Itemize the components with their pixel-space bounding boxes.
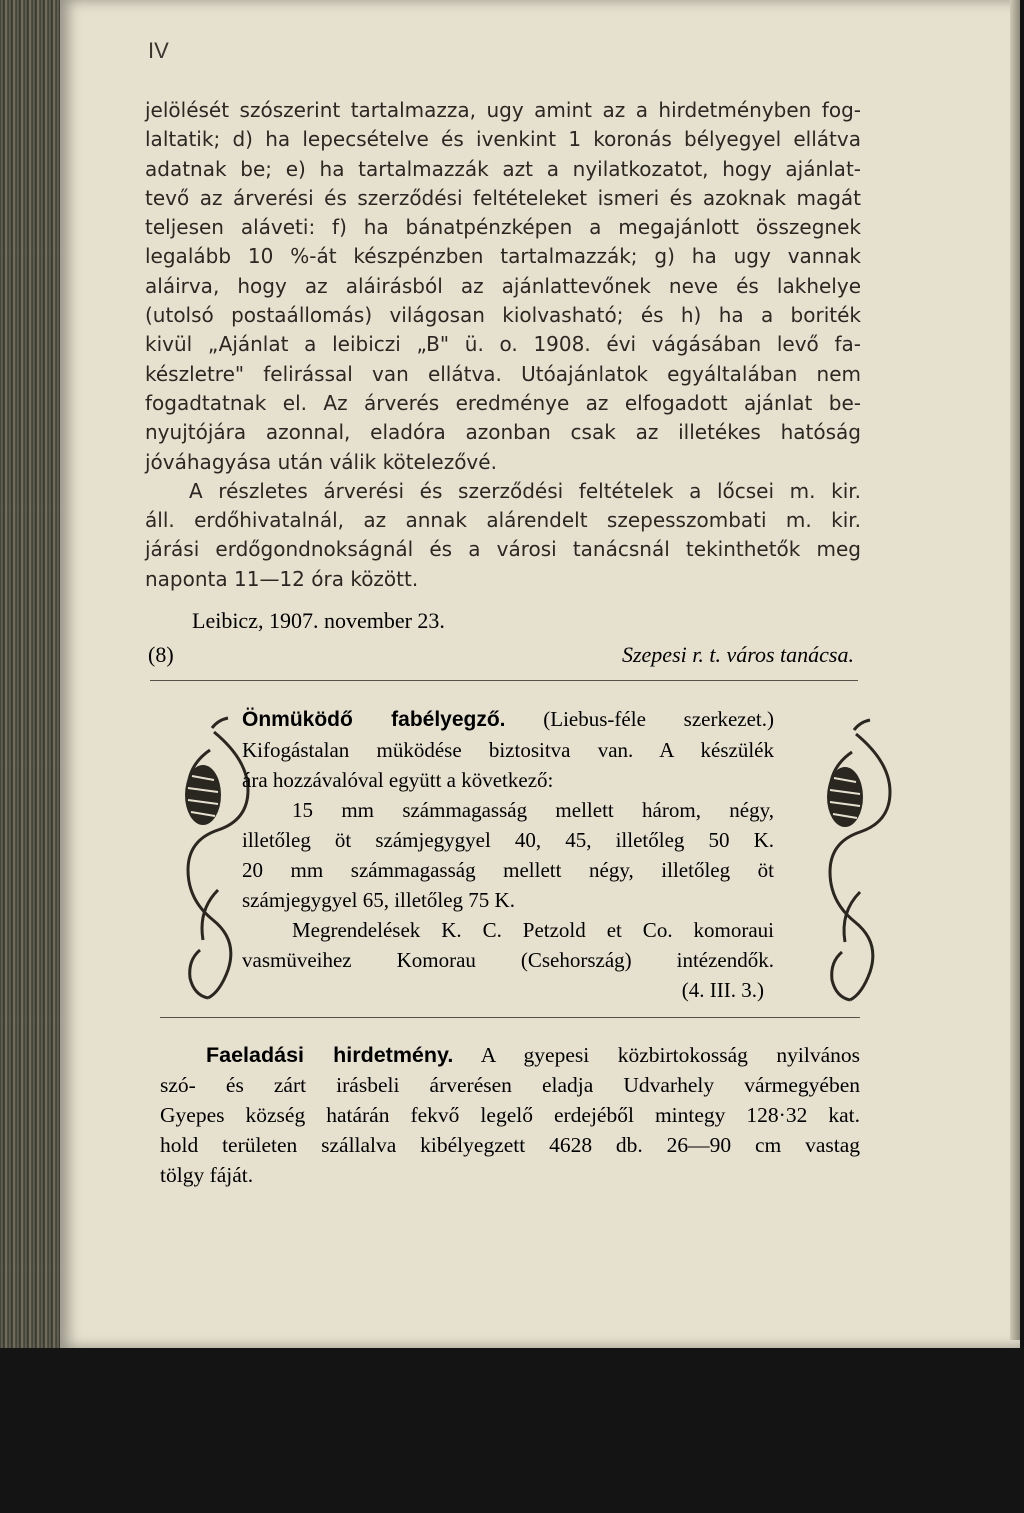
stamp-advert-subtitle: (Liebus-féle szerkezet.) xyxy=(543,707,774,731)
notice-body xyxy=(145,96,861,594)
stamp-advert-line: vasmüveihez Komorau (Csehország) intézendők. xyxy=(242,948,774,972)
stamp-advert-line: 20 mm számmagasság mellett négy, illetőleg öt xyxy=(242,858,774,882)
notice-line: áll. erdőhivatalnál, az annak alárendelt szepesszombati m. kir. xyxy=(145,508,861,533)
notice-line: legalább 10 %-át készpénzben tartalmazzák; g) ha ugy vannak xyxy=(145,244,861,269)
divider xyxy=(150,680,858,681)
sale-notice-line: Gyepes község határán fekvő legelő erdejéből mintegy 128·32 kat. xyxy=(160,1103,860,1127)
notice-line: (utolsó postaállomás) világosan kiolvasható; és h) ha a boriték xyxy=(145,303,861,328)
notice-line: készletre" felirással van ellátva. Utóajánlatok egyáltalában nem xyxy=(145,361,861,386)
sale-notice-title: Faeladási hirdetmény. xyxy=(206,1043,454,1067)
stamp-advert-line: ára hozzávalóval együtt a következő: xyxy=(242,768,554,792)
stamp-advert-title: Önmüködő fabélyegző. xyxy=(242,708,506,731)
scan-background xyxy=(0,1348,1024,1513)
notice-line: nyujtójára azonnal, eladóra azonban csak az illetékes hatóság xyxy=(145,420,861,445)
stamp-advert-line xyxy=(242,704,774,735)
page-number: IV xyxy=(148,38,169,63)
notice-line: tevő az árverési és szerződési feltételeket ismeri és azoknak magát xyxy=(145,185,861,210)
ornament-right-icon xyxy=(800,712,900,1002)
notice-line: kivül „Ajánlat a leibiczi „B" ü. o. 1908. évi vágásában levő fa- xyxy=(145,332,861,357)
stamp-advert-line: számjegygyel 65, illetőleg 75 K. xyxy=(242,888,515,912)
book-spine-edge xyxy=(0,0,64,1350)
divider xyxy=(160,1017,860,1018)
notice-line: teljesen aláveti: f) ha bánatpénzképen a megajánlott összegnek xyxy=(145,215,861,240)
page-right-edge xyxy=(1010,0,1020,1340)
notice-line: naponta 11—12 óra között. xyxy=(145,566,419,591)
notice-signature: Szepesi r. t. város tanácsa. xyxy=(621,642,854,667)
sale-notice-line: szó- és zárt irásbeli árverésen eladja Udvarhely vármegyében xyxy=(160,1073,860,1097)
notice-line: laltatik; d) ha lepecsételve és ivenkint 1 koronás bélyegyel ellátva xyxy=(145,127,861,152)
notice-line: jelölését szószerint tartalmazza, ugy amint az a hirdetményben fog- xyxy=(145,98,861,122)
stamp-advert-ref: (4. III. 3.) xyxy=(681,978,764,1002)
notice-line: jóváhagyása után válik kötelezővé. xyxy=(145,449,497,474)
notice-line: járási erdőgondnokságnál és a városi tanácsnál tekinthetők meg xyxy=(145,537,861,562)
sale-notice-line: hold területen szállalva kibélyegzett 4628 db. 26—90 cm vastag xyxy=(160,1133,860,1157)
notice-line: fogadtatnak el. Az árverés eredménye az elfogadott ajánlat be- xyxy=(145,390,861,415)
notice-line: A részletes árverési és szerződési feltételek a lőcsei m. kir. xyxy=(189,478,861,503)
sale-notice xyxy=(160,1040,860,1190)
sale-notice-line xyxy=(160,1040,860,1070)
sale-notice-line: tölgy fáját. xyxy=(160,1163,254,1187)
stamp-advert xyxy=(242,704,774,1005)
notice-line: adatnak be; e) ha tartalmazzák azt a nyilatkozatot, hogy ajánlat- xyxy=(145,156,861,181)
stamp-advert-line: Megrendelések K. C. Petzold et Co. komoraui xyxy=(292,918,774,942)
notice-ref: (8) xyxy=(148,642,174,667)
stamp-advert-line: Kifogástalan müködése biztositva van. A készülék xyxy=(242,738,774,762)
sale-notice-text: A gyepesi közbirtokosság nyilvános xyxy=(480,1043,860,1067)
notice-date: Leibicz, 1907. november 23. xyxy=(192,608,445,633)
stamp-advert-line: 15 mm számmagasság mellett három, négy, xyxy=(292,798,774,822)
stamp-advert-line: illetőleg öt számjegygyel 40, 45, illetőleg 50 K. xyxy=(242,828,774,852)
notice-line: aláirva, hogy az aláirásból az ajánlattevőnek neve és lakhelye xyxy=(145,273,861,298)
